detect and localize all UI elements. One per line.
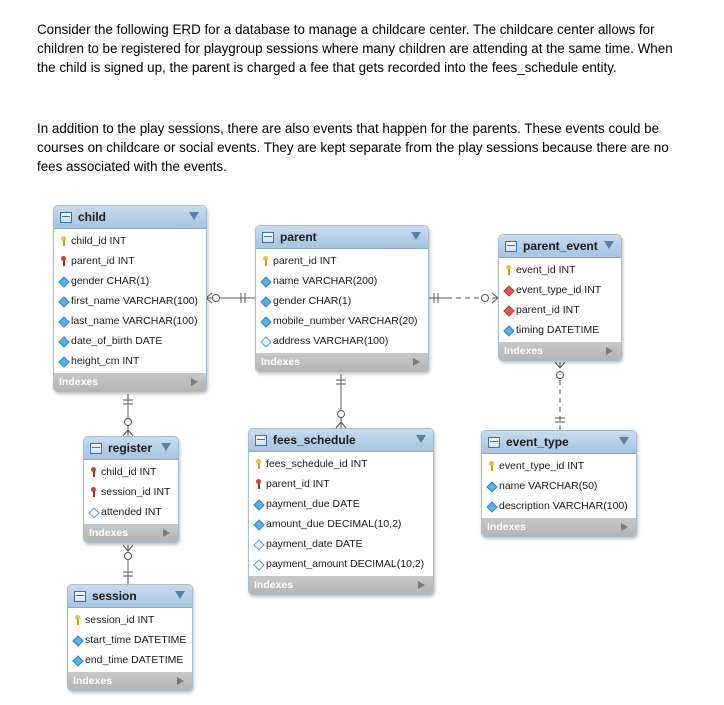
indexes-section[interactable]: [54, 373, 206, 391]
column-list: [54, 229, 206, 373]
table-header[interactable]: [482, 431, 636, 454]
column-label: fees_schedule_id INT: [266, 458, 368, 470]
column-icon: [260, 316, 270, 326]
foreign-key-icon: [253, 479, 263, 489]
column-label: session_id INT: [101, 486, 171, 498]
table-name: parent: [280, 230, 317, 244]
rel-child-parent: [206, 293, 256, 303]
column-label: event_type_id INT: [499, 460, 585, 472]
column-row[interactable]: [256, 291, 428, 311]
column-label: payment_amount DECIMAL(10,2): [266, 558, 425, 570]
column-row[interactable]: [54, 351, 206, 371]
column-label: last_name VARCHAR(100): [71, 315, 198, 327]
column-icon: [72, 655, 82, 665]
collapse-arrow-icon[interactable]: [619, 437, 629, 445]
table-icon: [262, 232, 274, 243]
collapse-arrow-icon[interactable]: [416, 435, 426, 443]
column-row[interactable]: [84, 462, 178, 482]
column-row[interactable]: [482, 496, 636, 516]
primary-key-icon: [486, 461, 496, 471]
nullable-column-icon: [253, 559, 263, 569]
column-row[interactable]: [84, 482, 178, 502]
column-label: amount_due DECIMAL(10,2): [266, 518, 402, 530]
column-icon: [503, 325, 513, 335]
column-label: parent_id INT: [516, 304, 580, 316]
indexes-section[interactable]: [256, 353, 428, 371]
column-label: gender CHAR(1): [273, 295, 352, 307]
indexes-label: Indexes: [89, 527, 129, 539]
indexes-section[interactable]: [499, 342, 621, 360]
table-name: fees_schedule: [273, 433, 356, 447]
collapse-arrow-icon[interactable]: [604, 241, 614, 249]
column-label: child_id INT: [71, 235, 127, 247]
column-row[interactable]: [499, 260, 621, 280]
table-header[interactable]: [256, 226, 428, 249]
column-row[interactable]: [84, 502, 178, 522]
column-icon: [58, 296, 68, 306]
indexes-section[interactable]: [68, 672, 192, 690]
column-label: event_type_id INT: [516, 284, 602, 296]
indexes-label: Indexes: [487, 521, 527, 533]
table-parent[interactable]: [255, 225, 429, 372]
table-name: parent_event: [523, 239, 598, 253]
column-label: event_id INT: [516, 264, 576, 276]
table-parent-event[interactable]: [498, 234, 622, 361]
column-icon: [486, 501, 496, 511]
column-row[interactable]: [482, 476, 636, 496]
expand-arrow-icon[interactable]: [191, 378, 198, 386]
column-label: end_time DATETIME: [85, 654, 184, 666]
column-row[interactable]: [54, 231, 206, 251]
column-label: start_time DATETIME: [85, 634, 187, 646]
column-list: [482, 454, 636, 518]
intro-paragraph-2: In addition to the play sessions, there are also events that happen for the parents. These events could be courses on childcare or social events. They are kept separate from the play sessions because there are no fees associated with the events.: [37, 121, 669, 174]
table-header[interactable]: [54, 206, 206, 229]
column-row[interactable]: [54, 251, 206, 271]
column-label: session_id INT: [85, 614, 155, 626]
column-label: parent_id INT: [273, 255, 337, 267]
column-row[interactable]: [499, 280, 621, 300]
column-label: address VARCHAR(100): [273, 335, 389, 347]
column-row[interactable]: [68, 630, 192, 650]
primary-key-icon: [58, 236, 68, 246]
column-label: parent_id INT: [266, 478, 330, 490]
column-row[interactable]: [499, 300, 621, 320]
column-icon: [260, 276, 270, 286]
column-label: mobile_number VARCHAR(20): [273, 315, 418, 327]
column-label: name VARCHAR(50): [499, 480, 598, 492]
table-fees-schedule[interactable]: [248, 428, 434, 595]
indexes-label: Indexes: [261, 356, 301, 368]
table-name: register: [108, 441, 153, 455]
indexes-label: Indexes: [504, 345, 544, 357]
column-row[interactable]: [249, 474, 433, 494]
column-row[interactable]: [256, 331, 428, 351]
collapse-arrow-icon[interactable]: [189, 212, 199, 220]
table-icon: [60, 212, 72, 223]
column-row[interactable]: [249, 554, 433, 574]
expand-arrow-icon[interactable]: [606, 347, 613, 355]
table-session[interactable]: [67, 584, 193, 691]
column-row[interactable]: [54, 331, 206, 351]
foreign-key-icon: [88, 467, 98, 477]
foreign-key-icon: [58, 256, 68, 266]
foreign-key-icon: [88, 487, 98, 497]
column-row[interactable]: [249, 454, 433, 474]
table-header[interactable]: [249, 429, 433, 452]
column-icon: [58, 356, 68, 366]
column-label: timing DATETIME: [516, 324, 600, 336]
column-label: description VARCHAR(100): [499, 500, 628, 512]
column-list: [499, 258, 621, 342]
column-icon: [486, 481, 496, 491]
table-child[interactable]: [53, 205, 207, 392]
column-icon: [253, 499, 263, 509]
primary-key-icon: [260, 256, 270, 266]
collapse-arrow-icon[interactable]: [175, 591, 185, 599]
rel-parentevent-eventtype: [555, 362, 565, 430]
column-list: [256, 249, 428, 353]
indexes-section[interactable]: [84, 524, 178, 542]
collapse-arrow-icon[interactable]: [411, 232, 421, 240]
column-label: child_id INT: [101, 466, 157, 478]
column-label: gender CHAR(1): [71, 275, 150, 287]
primary-key-icon: [253, 459, 263, 469]
intro-paragraph-1: Consider the following ERD for a database to manage a childcare center. The childcare center allows for children to be registered for playgroup sessions where many children are attending at the same time. When the child is signed up, the parent is charged a fee that gets recorded into the fees_schedule entity.: [37, 22, 673, 75]
column-row[interactable]: [249, 534, 433, 554]
nullable-column-icon: [260, 336, 270, 346]
table-icon: [488, 437, 500, 448]
column-icon: [58, 276, 68, 286]
indexes-section[interactable]: [482, 518, 636, 536]
indexes-label: Indexes: [59, 376, 99, 388]
column-label: attended INT: [101, 506, 162, 518]
rel-register-session: [123, 545, 133, 584]
column-row[interactable]: [256, 251, 428, 271]
nullable-column-icon: [88, 507, 98, 517]
column-row[interactable]: [54, 311, 206, 331]
table-icon: [74, 591, 86, 602]
column-row[interactable]: [68, 610, 192, 630]
table-icon: [505, 241, 517, 252]
table-header[interactable]: [499, 235, 621, 258]
column-row[interactable]: [482, 456, 636, 476]
table-name: session: [92, 589, 137, 603]
column-label: parent_id INT: [71, 255, 135, 267]
column-icon: [260, 296, 270, 306]
expand-arrow-icon[interactable]: [621, 523, 628, 531]
column-label: height_cm INT: [71, 355, 140, 367]
column-list: [84, 460, 178, 524]
column-row[interactable]: [249, 494, 433, 514]
nullable-column-icon: [253, 539, 263, 549]
expand-arrow-icon[interactable]: [163, 529, 170, 537]
column-icon: [72, 635, 82, 645]
column-list: [249, 452, 433, 576]
column-icon: [58, 316, 68, 326]
rel-parent-parentevent: [428, 293, 498, 303]
expand-arrow-icon[interactable]: [413, 358, 420, 366]
primary-key-icon: [72, 615, 82, 625]
column-icon: [253, 519, 263, 529]
table-register[interactable]: [83, 436, 179, 543]
table-event-type[interactable]: [481, 430, 637, 537]
column-row[interactable]: [256, 311, 428, 331]
column-label: payment_due DATE: [266, 498, 360, 510]
table-name: child: [78, 210, 107, 224]
column-row[interactable]: [249, 514, 433, 534]
rel-parent-fees: [336, 374, 346, 428]
rel-child-register: [123, 394, 133, 436]
column-row[interactable]: [68, 650, 192, 670]
table-header[interactable]: [68, 585, 192, 608]
foreign-key-column-icon: [503, 305, 513, 315]
indexes-label: Indexes: [254, 579, 294, 591]
collapse-arrow-icon[interactable]: [161, 443, 171, 451]
column-row[interactable]: [54, 271, 206, 291]
table-name: event_type: [506, 435, 569, 449]
column-row[interactable]: [499, 320, 621, 340]
column-label: name VARCHAR(200): [273, 275, 378, 287]
column-label: date_of_birth DATE: [71, 335, 163, 347]
foreign-key-column-icon: [503, 285, 513, 295]
primary-key-icon: [503, 265, 513, 275]
column-row[interactable]: [256, 271, 428, 291]
table-header[interactable]: [84, 437, 178, 460]
table-icon: [255, 435, 267, 446]
column-icon: [58, 336, 68, 346]
indexes-label: Indexes: [73, 675, 113, 687]
expand-arrow-icon[interactable]: [418, 581, 425, 589]
column-row[interactable]: [54, 291, 206, 311]
table-icon: [90, 443, 102, 454]
expand-arrow-icon[interactable]: [177, 677, 184, 685]
indexes-section[interactable]: [249, 576, 433, 594]
column-label: payment_date DATE: [266, 538, 363, 550]
column-list: [68, 608, 192, 672]
column-label: first_name VARCHAR(100): [71, 295, 199, 307]
